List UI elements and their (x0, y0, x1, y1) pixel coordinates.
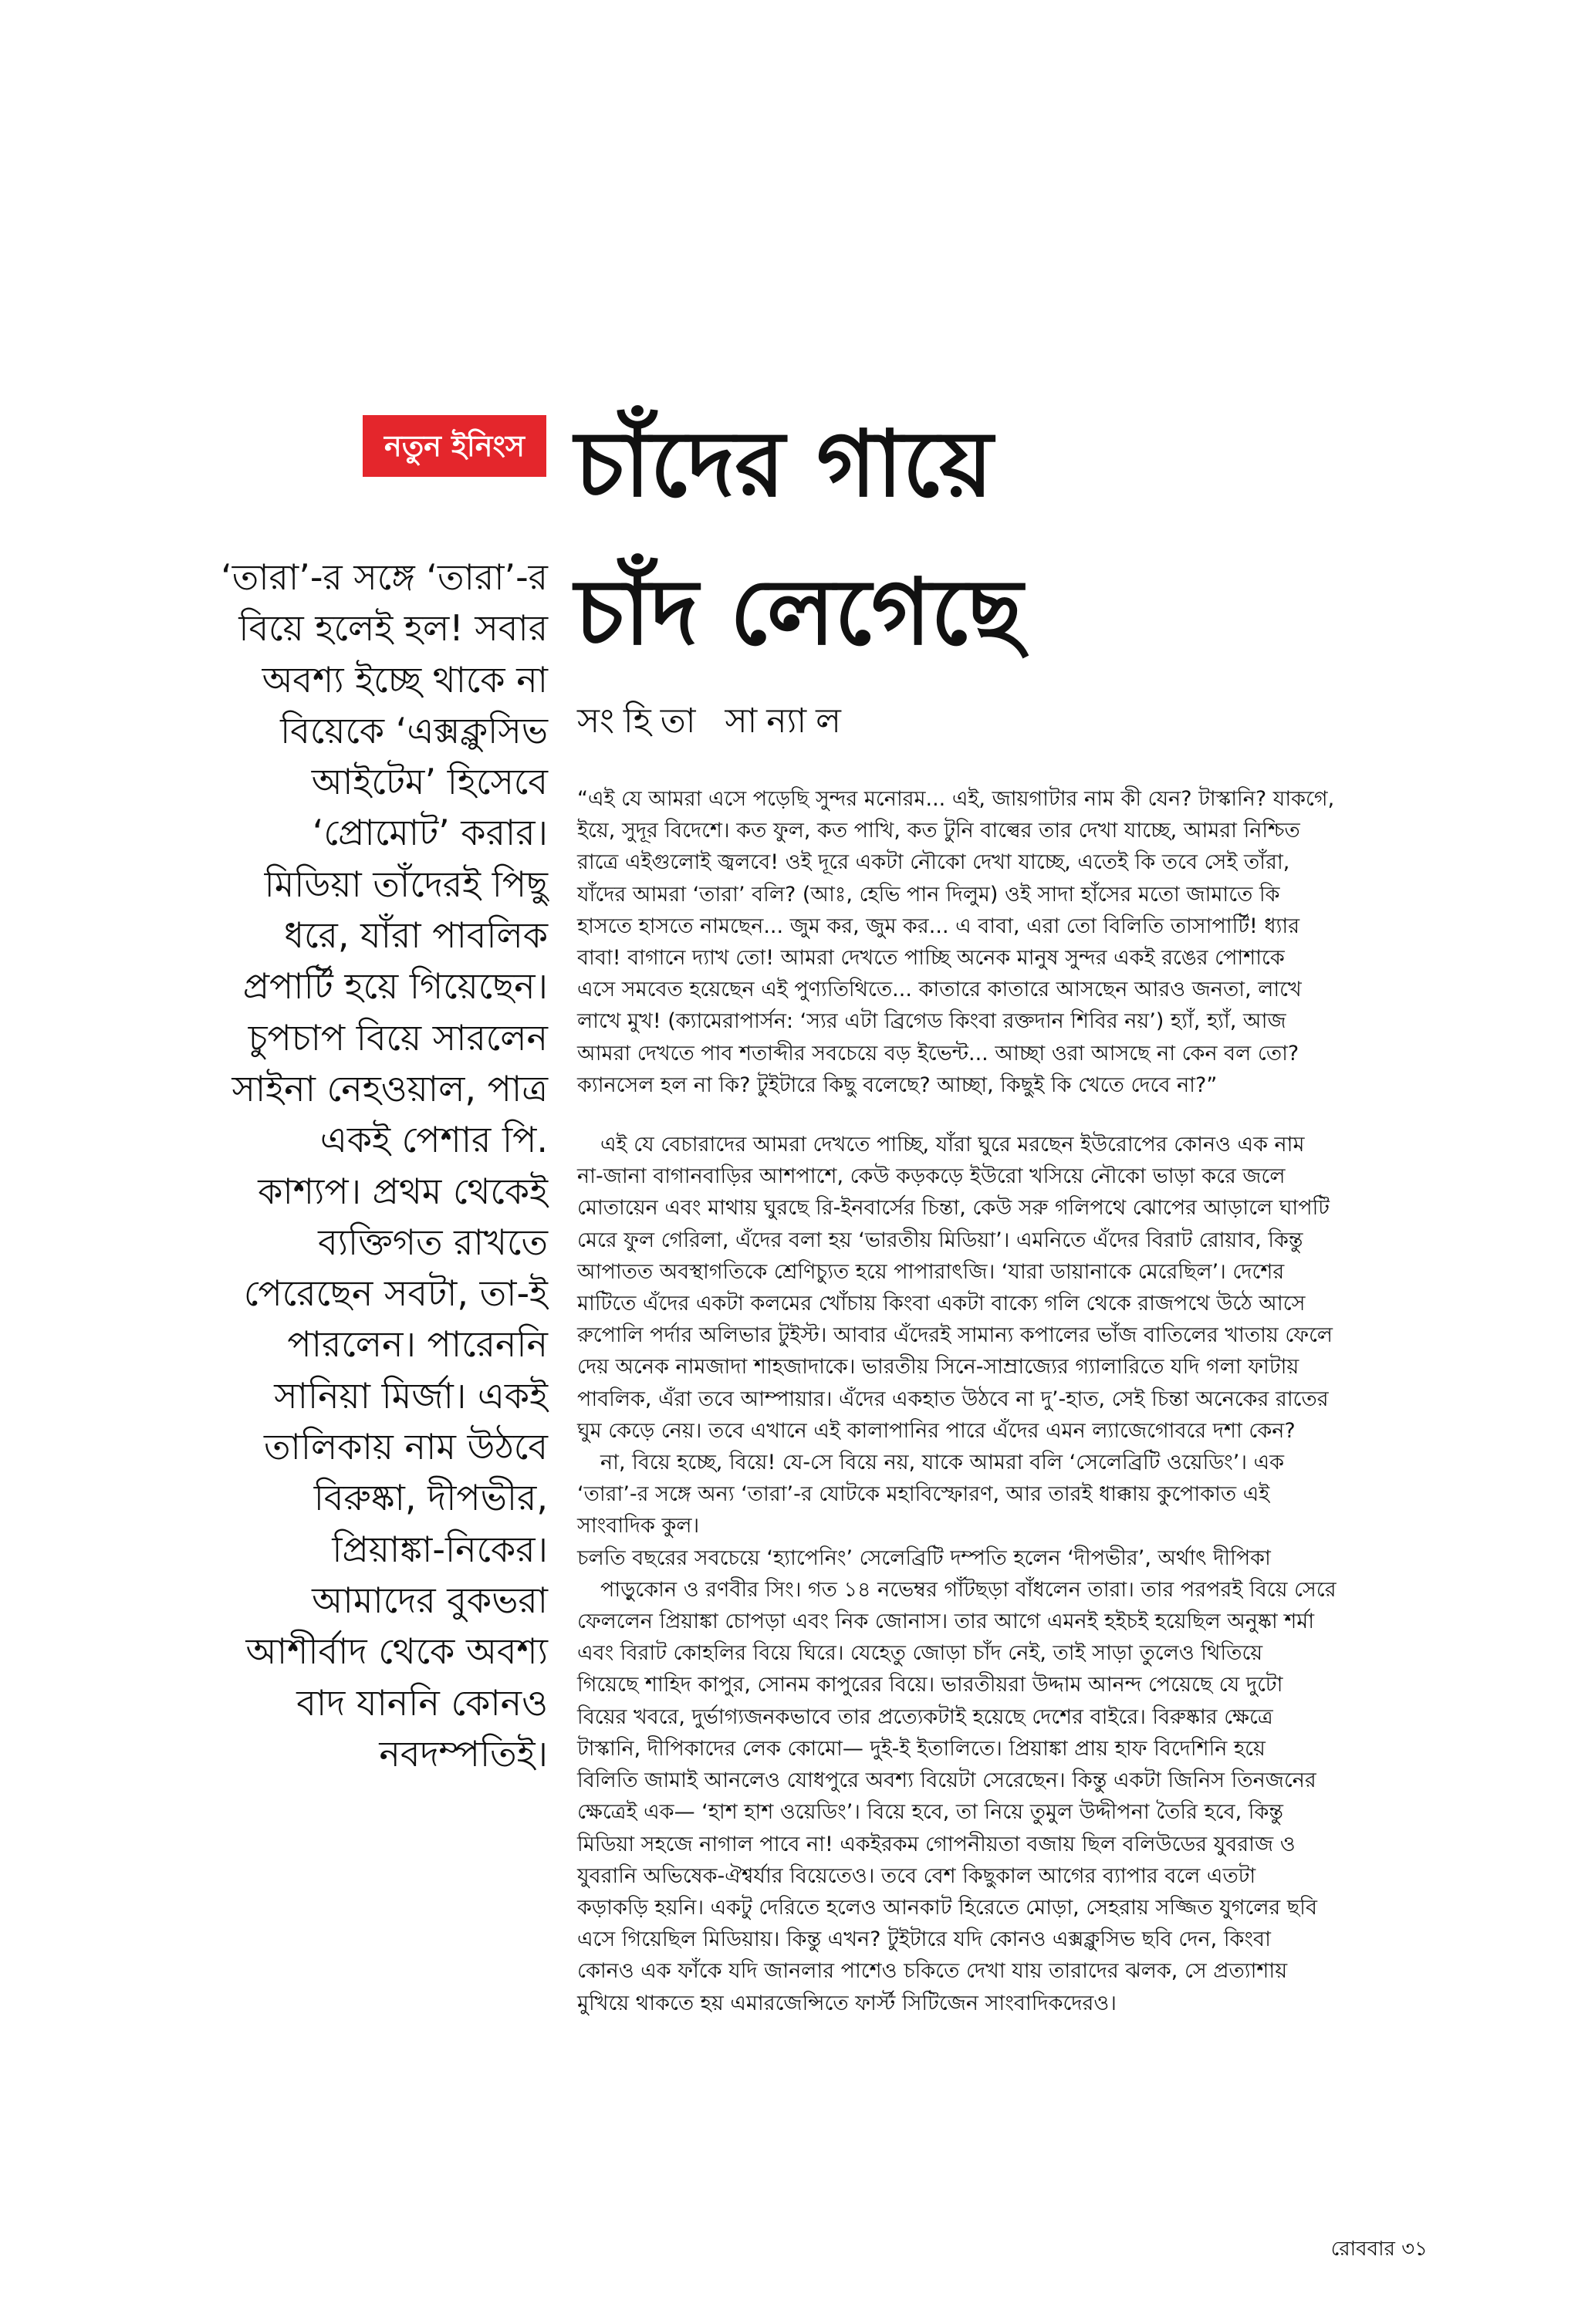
body-line: আপাতত অবস্থাগতিকে শ্রেণিচ্যুত হয়ে পাপারাৎজি। ‘যারা ডায়ানাকে মেরেছিল’। দেশের (577, 1259, 1285, 1284)
body-line (577, 1101, 1426, 1129)
body-line: ফেললেন প্রিয়াঙ্কা চোপড়া এবং নিক জোনাস। তার আগে এমনই হইচই হয়েছিল অনুষ্কা শর্মা (577, 1610, 1315, 1634)
body-line: বিয়ের খবরে, দুর্ভাগ্যজনকভাবে তার প্রত্যেকটাই হয়েছে দেশের বাইরে। বিরুষ্কার ক্ষেত্রে (577, 1704, 1273, 1729)
intro-line: সানিয়া মির্জা। একই (274, 1374, 548, 1417)
body-line: হাসতে হাসতে নামছেন... জুম কর, জুম কর... এ বাবা, এরা তো বিলিতি তাসাপার্টি! ধ্যার (577, 914, 1300, 938)
article-body (577, 783, 1426, 2019)
intro-line: মিডিয়া তাঁদেরই পিছু (264, 863, 548, 905)
intro-line: আশীর্বাদ থেকে অবশ্য (245, 1630, 548, 1673)
intro-line: চুপচাপ বিয়ে সারলেন (248, 1016, 548, 1059)
intro-text (181, 552, 548, 1779)
intro-line: অবশ্য ইচ্ছে থাকে না (262, 658, 548, 701)
intro-line: আমাদের বুকভরা (312, 1579, 548, 1621)
body-line: আমরা দেখতে পাব শতাব্দীর সবচেয়ে বড় ইভেন্ট... আচ্ছা ওরা আসছে না কেন বল তো? (577, 1041, 1299, 1066)
body-line: এই যে বেচারাদের আমরা দেখতে পাচ্ছি, যাঁরা ঘুরে মরছেন ইউরোপের কোনও এক নাম (600, 1133, 1305, 1157)
body-line: গিয়েছে শাহিদ কাপুর, সোনম কাপুরের বিয়ে। ভারতীয়রা উদ্দাম আনন্দ পেয়েছে যে দুটো (577, 1673, 1283, 1697)
body-line: পাবলিক, এঁরা তবে আম্পায়ার। এঁদের একহাত উঠবে না দু’-হাত, সেই চিন্তা অনেকের রাতের (577, 1387, 1329, 1411)
body-line: মাটিতে এঁদের একটা কলমের খোঁচায় কিংবা একটা বাক্যে গলি থেকে রাজপথে উঠে আসে (577, 1292, 1306, 1316)
body-line: দেয় অনেক নামজাদা শাহজাদাকে। ভারতীয় সিনে-সাম্রাজ্যের গ্যালারিতে যদি গলা ফাটায় (577, 1355, 1299, 1380)
body-line: কোনও এক ফাঁকে যদি জানলার পাশেও চকিতে দেখা যায় তারাদের ঝলক, সে প্রত্যাশায় (577, 1959, 1288, 1984)
intro-line: বিয়েকে ‘এক্সক্লুসিভ (280, 709, 548, 752)
intro-line: পেরেছেন সবটা, তা-ই (243, 1272, 548, 1315)
intro-line: প্রিয়াঙ্কা-নিকের। (332, 1528, 548, 1570)
body-line: এবং বিরাট কোহলির বিয়ে ঘিরে। যেহেতু জোড়া চাঁদ নেই, তাই সাড়া তুলেও থিতিয়ে (577, 1641, 1263, 1666)
byline: সংহিতা সান্যাল (577, 701, 850, 741)
body-line: মেরে ফুল গেরিলা, এঁদের বলা হয় ‘ভারতীয় মিডিয়া’। এমনিতে এঁদের বিরাট রোয়াব, কিন্তু (577, 1228, 1303, 1252)
body-line: ইয়ে, সুদূর বিদেশে। কত ফুল, কত পাখি, কত টুনি বাল্বের তার দেখা যাচ্ছে, আমরা নিশ্চিত (577, 819, 1300, 843)
body-line: যাঁদের আমরা ‘তারা’ বলি? (আঃ, হেভি পান দিলুম) ওই সাদা হাঁসের মতো জামাতে কি (577, 882, 1280, 907)
body-line: এসে গিয়েছিল মিডিয়ায়। কিন্তু এখন? টুইটারে যদি কোনও এক্সক্লুসিভ ছবি দেন, কিংবা (577, 1927, 1271, 1952)
intro-line: ধরে, যাঁরা পাবলিক (284, 914, 548, 957)
page-footer: রোববার ৩১ (1330, 2238, 1428, 2261)
body-line: রুপোলি পর্দার অলিভার টুইস্ট। আবার এঁদেরই সামান্য কপালের ভাঁজ বাতিলের খাতায় ফেলে (577, 1323, 1333, 1348)
intro-line: তালিকায় নাম উঠবে (264, 1426, 548, 1468)
intro-line: একই পেশার পি. (319, 1119, 548, 1161)
intro-line: ‘তারা’-র সঙ্গে ‘তারা’-র (221, 556, 548, 598)
body-line: না-জানা বাগানবাড়ির আশপাশে, কেউ কড়কড়ে ইউরো খসিয়ে নৌকো ভাড়া করে জলে (577, 1164, 1286, 1189)
body-line: এসে সমবেত হয়েছেন এই পুণ্যতিথিতে... কাতারে কাতারে আসছেন আরও জনতা, লাখে (577, 978, 1302, 1002)
headline-line: চাঁদ লেগেছে (575, 558, 1023, 665)
body-line: ‘তারা’-র সঙ্গে অন্য ‘তারা’-র যোটকে মহাবিস্ফোরণ, আর তারই ধাক্কায় কুপোকাত এই (577, 1482, 1270, 1507)
headline-line: চাঁদের গায়ে (575, 410, 993, 517)
body-line: মিডিয়া সহজে নাগাল পাবে না! একইরকম গোপনীয়তা বজায় ছিল বলিউডের যুবরাজ ও (577, 1832, 1296, 1856)
body-line: যুবরানি অভিষেক-ঐশ্বর্যার বিয়েতেও। তবে বেশ কিছুকাল আগের ব্যাপার বলে এতটা (577, 1863, 1256, 1888)
intro-line: আইটেম’ হিসেবে (311, 761, 548, 803)
body-line: বিলিতি জামাই আনলেও যোধপুরে অবশ্য বিয়েটা সেরেছেন। কিন্তু একটা জিনিস তিনজনের (577, 1768, 1316, 1793)
body-line: লাখে মুখ! (ক্যামেরাপার্সন: ‘স্যর এটা ব্রিগেড কিংবা রক্তদান শিবির নয়’) হ্যাঁ, হ্যাঁ, আজ (577, 1009, 1286, 1034)
intro-line: পারলেন। পারেননি (287, 1323, 548, 1366)
headline (575, 390, 1385, 686)
body-line: “এই যে আমরা এসে পড়েছি সুন্দর মনোরম... এই, জায়গাটার নাম কী যেন? টাস্কানি? যাকগে, (577, 787, 1335, 811)
body-line: মুখিয়ে থাকতে হয় এমারজেন্সিতে ফার্স্ট সিটিজেন সাংবাদিকদেরও। (577, 1991, 1117, 2015)
body-line: না, বিয়ে হচ্ছে, বিয়ে! যে-সে বিয়ে নয়, যাকে আমরা বলি ‘সেলেব্রিটি ওয়েডিং’। এক (600, 1451, 1285, 1475)
body-line: ক্যানসেল হল না কি? টুইটারে কিছু বলেছে? আচ্ছা, কিছুই কি খেতে দেবে না?” (577, 1072, 1218, 1097)
body-line: রাত্রে এইগুলোই জ্বলবে! ওই দূরে একটা নৌকো দেখা যাচ্ছে, এতেই কি তবে সেই তাঁরা, (577, 850, 1290, 875)
body-line: মোতায়েন এবং মাথায় ঘুরছে রি-ইনবার্সের চিন্তা, কেউ সরু গলিপথে ঝোপের আড়ালে ঘাপটি (577, 1196, 1330, 1221)
intro-line: বাদ যাননি কোনও (296, 1681, 548, 1724)
intro-line: প্রপার্টি হয়ে গিয়েছেন। (242, 965, 548, 1008)
section-tag: নতুন ইনিংস (363, 415, 546, 477)
body-line: পাড়ুকোন ও রণবীর সিং। গত ১৪ নভেম্বর গাঁটছড়া বাঁধলেন তারা। তার পরপরই বিয়ে সেরে (600, 1577, 1336, 1602)
body-line: সাংবাদিক কুল। (577, 1514, 700, 1539)
intro-line: সাইনা নেহওয়াল, পাত্র (231, 1067, 548, 1110)
body-line: চলতি বছরের সবচেয়ে ‘হ্যাপেনিং’ সেলেব্রিটি দম্পতি হলেন ‘দীপভীর’, অর্থাৎ দীপিকা (577, 1545, 1271, 1570)
intro-line: ‘প্রোমোট’ করার। (312, 812, 548, 854)
intro-line: কাশ্যপ। প্রথম থেকেই (258, 1170, 548, 1212)
intro-line: বিয়ে হলেই হল! সবার (238, 607, 548, 650)
intro-line: বিরুষ্কা, দীপভীর, (313, 1477, 548, 1519)
body-line: টাস্কানি, দীপিকাদের লেক কোমো— দুই-ই ইতালিতে। প্রিয়াঙ্কা প্রায় হাফ বিদেশিনি হয়ে (577, 1736, 1266, 1761)
intro-line: ব্যক্তিগত রাখতে (318, 1221, 548, 1263)
body-line: ঘুম কেড়ে নেয়। তবে এখানে এই কালাপানির পারে এঁদের এমন ল্যাজেগোবরে দশা কেন? (577, 1418, 1296, 1443)
body-line: বাবা! বাগানে দ্যাখ তো! আমরা দেখতে পাচ্ছি অনেক মানুষ সুন্দর একই রঙের পোশাকে (577, 946, 1285, 971)
body-line: কড়াকড়ি হয়নি। একটু দেরিতে হলেও আনকাট হিরেতে মোড়া, সেহরায় সজ্জিত যুগলের ছবি (577, 1895, 1317, 1920)
body-line: ক্ষেত্রেই এক— ‘হাশ হাশ ওয়েডিং’। বিয়ে হবে, তা নিয়ে তুমুল উদ্দীপনা তৈরি হবে, কিন্তু (577, 1800, 1284, 1825)
intro-line: নবদম্পতিই। (379, 1732, 548, 1775)
